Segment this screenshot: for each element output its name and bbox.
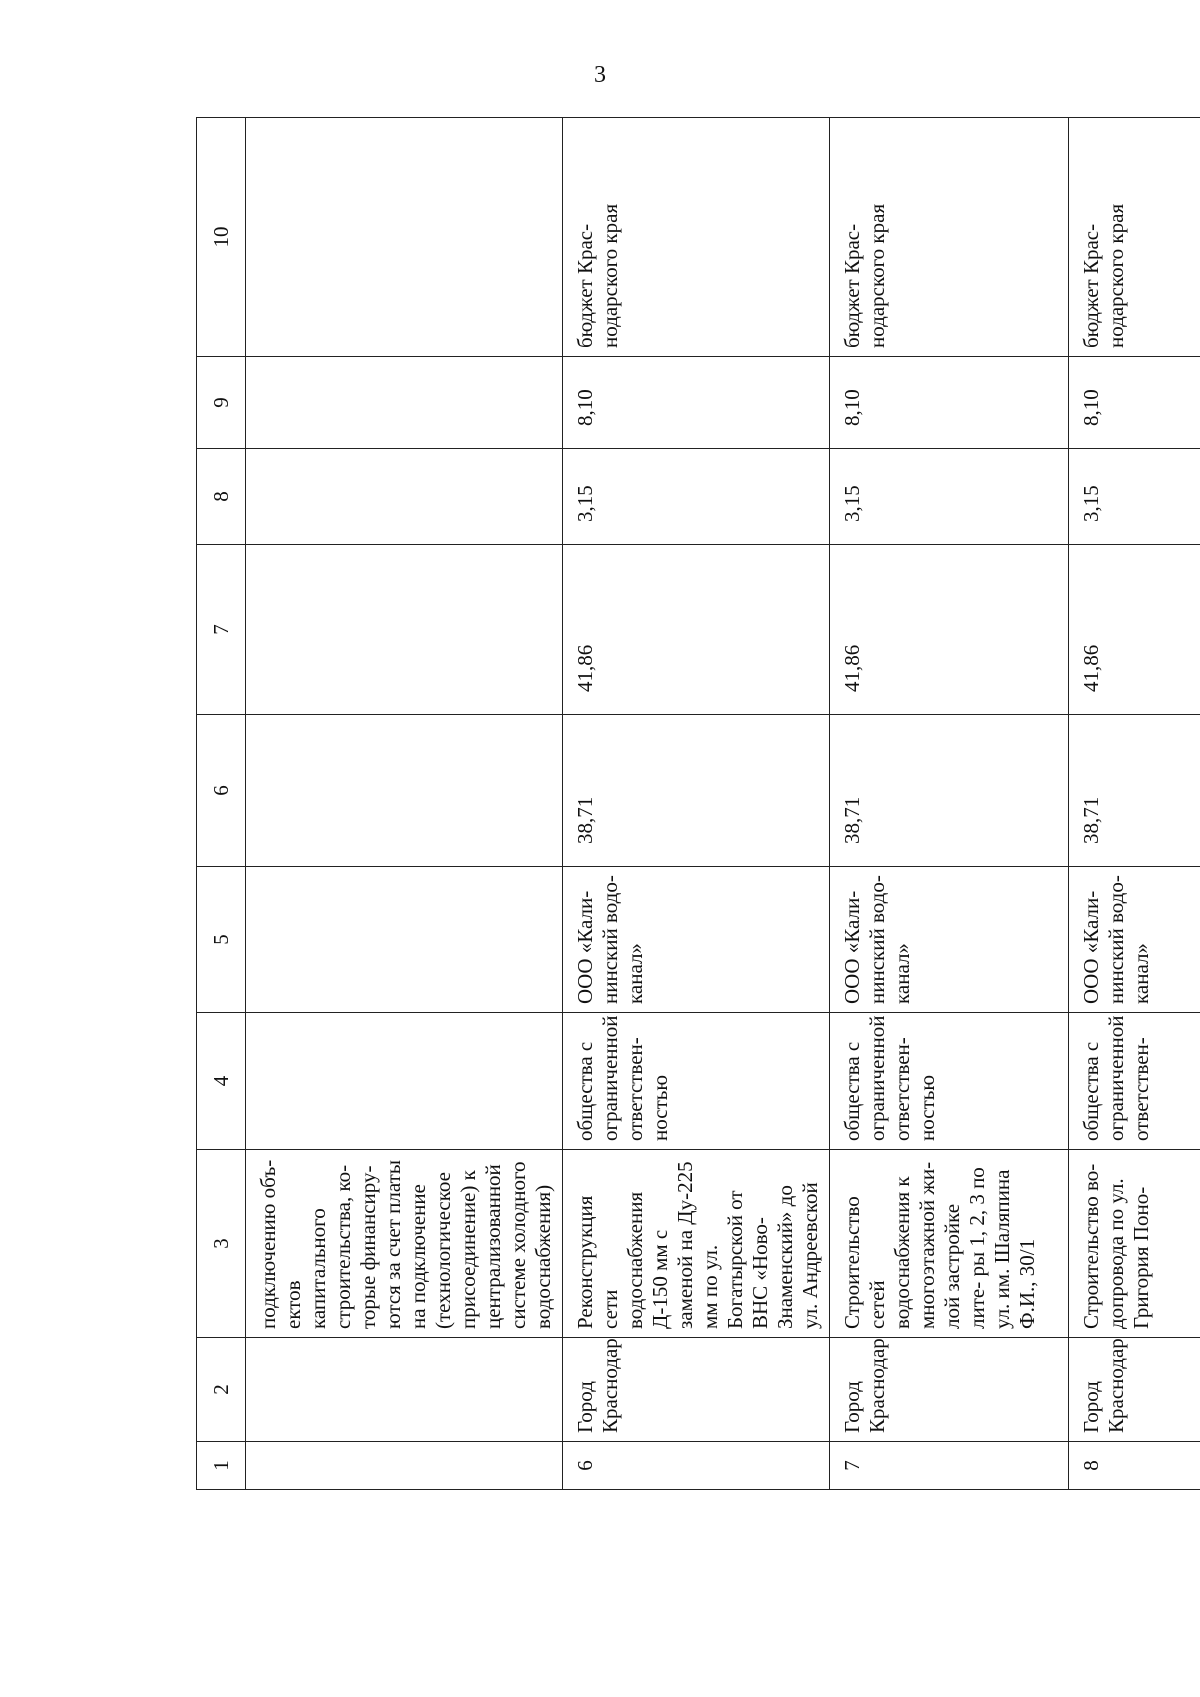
header-cell: 7 [197,545,246,715]
city-cell: Город Краснодар [830,1338,1069,1442]
table-cell [246,1013,563,1150]
data-table [196,117,1200,1490]
table-cell [246,545,563,715]
header-cell: 5 [197,867,246,1013]
row-number: 6 [563,1442,830,1490]
table-row [563,118,830,1490]
value-cell-9: 8,10 [1069,357,1200,449]
header-cell: 9 [197,357,246,449]
header-cell: 2 [197,1338,246,1442]
value-cell-9: 8,10 [563,357,830,449]
description-cell: Реконструкция сети водоснабжения Д-150 мм с заменой на Ду-225 мм по ул. Богатырской от ВНС «Ново- Знаменский» до ул. Андреевской [563,1150,830,1338]
header-cell: 3 [197,1150,246,1338]
page-number: 3 [594,62,606,88]
value-cell-7: 41,86 [1069,545,1200,715]
table-cell [246,449,563,545]
header-cell: 6 [197,715,246,867]
org-name-cell: ООО «Кали- нинский водо- канал» [1069,867,1200,1013]
value-cell-7: 41,86 [830,545,1069,715]
header-cell: 10 [197,118,246,357]
rotated-table-container [196,118,1156,1490]
city-cell: Город Краснодар [563,1338,830,1442]
table-row [830,118,1069,1490]
row-number: 7 [830,1442,1069,1490]
city-cell: Город Краснодар [1069,1338,1200,1442]
source-cell: бюджет Крас- нодарского края [830,118,1069,357]
value-cell-8: 3,15 [830,449,1069,545]
org-name-cell: ООО «Кали- нинский водо- канал» [563,867,830,1013]
header-cell: 8 [197,449,246,545]
value-cell-6: 38,71 [830,715,1069,867]
value-cell-6: 38,71 [1069,715,1200,867]
description-cell: Строительство сетей водоснабжения к многоэтажной жи- лой застройке лите- ры 1, 2, 3 по ул. им. Шаляпина Ф.И., 30/1 [830,1150,1069,1338]
org-form-cell: общества с ограниченной ответствен- ностью [830,1013,1069,1150]
org-name-cell: ООО «Кали- нинский водо- канал» [830,867,1069,1013]
table-row [1069,118,1200,1490]
table-header-row [197,118,246,1490]
table-cell [246,715,563,867]
value-cell-6: 38,71 [563,715,830,867]
table-cell [246,118,563,357]
value-cell-7: 41,86 [563,545,830,715]
table-row-continuation [246,118,563,1490]
org-form-cell: общества с ограниченной ответствен- [1069,1013,1200,1150]
table-cell [246,1442,563,1490]
description-cell: Строительство во- допровода по ул. Григория Поно- [1069,1150,1200,1338]
source-cell: бюджет Крас- нодарского края [563,118,830,357]
table-cell [246,357,563,449]
value-cell-9: 8,10 [830,357,1069,449]
table-cell-description: подключению объ- ектов капитального строительства, ко- торые финансиру- ются за счет платы на подключение (технологическое присоединение) к централизованной системе холодного водоснабжения) [246,1150,563,1338]
row-number: 8 [1069,1442,1200,1490]
value-cell-8: 3,15 [563,449,830,545]
source-cell: бюджет Крас- нодарского края [1069,118,1200,357]
value-cell-8: 3,15 [1069,449,1200,545]
org-form-cell: общества с ограниченной ответствен- ностью [563,1013,830,1150]
header-cell: 1 [197,1442,246,1490]
table-cell [246,867,563,1013]
table-cell [246,1338,563,1442]
header-cell: 4 [197,1013,246,1150]
